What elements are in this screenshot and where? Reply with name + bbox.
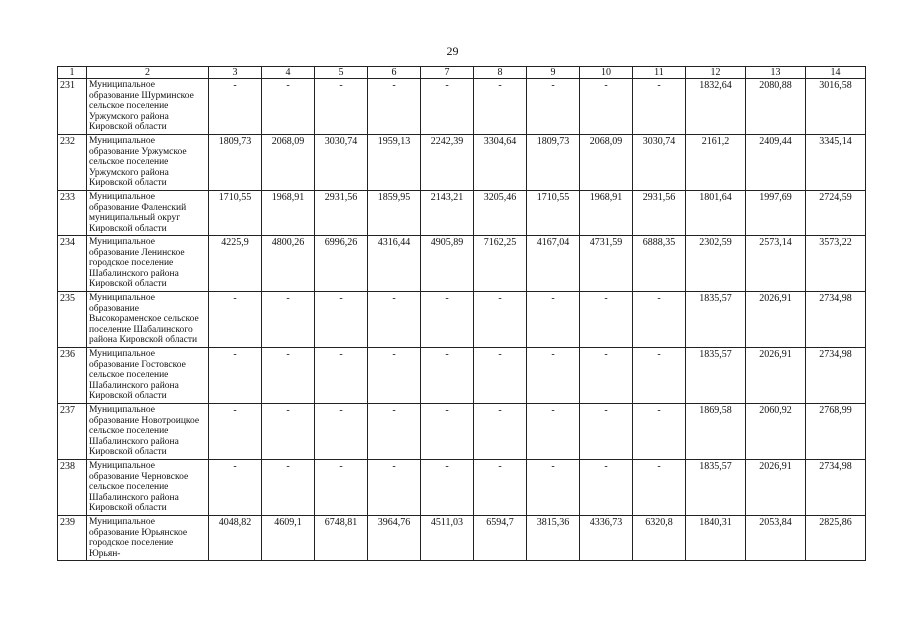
tariff-value-cell: 4731,59	[580, 236, 633, 292]
municipality-name-cell: Муниципальное образование Гостовское сельское поселение Шабалинского района Кировской области	[87, 348, 209, 404]
row-number-cell: 237	[58, 404, 87, 460]
column-header: 4	[262, 67, 315, 79]
column-header: 6	[368, 67, 421, 79]
column-header: 13	[746, 67, 806, 79]
tariff-value-cell: 4225,9	[209, 236, 262, 292]
tariff-value-cell: 4511,03	[421, 516, 474, 561]
row-number-cell: 234	[58, 236, 87, 292]
tariff-value-cell: 2734,98	[806, 460, 866, 516]
municipality-name-cell: Муниципальное образование Высокораменское сельское поселение Шабалинского района Кировской области	[87, 292, 209, 348]
tariff-value-cell: -	[474, 460, 527, 516]
tariff-value-cell: 2242,39	[421, 135, 474, 191]
tariff-value-cell: 3030,74	[633, 135, 686, 191]
tariff-value-cell: 1859,95	[368, 191, 421, 236]
tariff-value-cell: -	[262, 348, 315, 404]
tariff-value-cell: -	[315, 348, 368, 404]
column-header: 10	[580, 67, 633, 79]
tariff-value-cell: 1835,57	[686, 348, 746, 404]
tariff-value-cell: -	[262, 460, 315, 516]
column-header: 7	[421, 67, 474, 79]
tariff-value-cell: -	[633, 348, 686, 404]
municipality-name-cell: Муниципальное образование Новотроицкое сельское поселение Шабалинского района Кировской области	[87, 404, 209, 460]
tariff-value-cell: -	[527, 348, 580, 404]
tariff-value-cell: -	[527, 404, 580, 460]
tariff-value-cell: 2026,91	[746, 292, 806, 348]
tariff-value-cell: 6996,26	[315, 236, 368, 292]
tariff-value-cell: 1869,58	[686, 404, 746, 460]
tariff-value-cell: -	[633, 79, 686, 135]
tariff-value-cell: 2409,44	[746, 135, 806, 191]
tariff-value-cell: -	[262, 404, 315, 460]
tariff-value-cell: -	[209, 348, 262, 404]
tariff-value-cell: 4336,73	[580, 516, 633, 561]
table-row	[58, 135, 866, 191]
table-row	[58, 516, 866, 561]
tariff-value-cell: -	[368, 348, 421, 404]
row-number-cell: 235	[58, 292, 87, 348]
tariff-value-cell: 2053,84	[746, 516, 806, 561]
tariff-value-cell: 6594,7	[474, 516, 527, 561]
tariff-value-cell: 3815,36	[527, 516, 580, 561]
tariff-value-cell: 2825,86	[806, 516, 866, 561]
tariff-value-cell: 2573,14	[746, 236, 806, 292]
tariff-value-cell: -	[368, 292, 421, 348]
tariff-value-cell: -	[421, 404, 474, 460]
tariff-value-cell: -	[474, 292, 527, 348]
tariff-value-cell: 4905,89	[421, 236, 474, 292]
tariff-value-cell: -	[474, 348, 527, 404]
tariff-value-cell: -	[633, 292, 686, 348]
tariff-value-cell: -	[580, 348, 633, 404]
tariff-value-cell: 2143,21	[421, 191, 474, 236]
tariff-value-cell: 2302,59	[686, 236, 746, 292]
tariff-value-cell: 4609,1	[262, 516, 315, 561]
tariff-value-cell: 3205,46	[474, 191, 527, 236]
tariff-value-cell: 2026,91	[746, 460, 806, 516]
tariff-value-cell: 3304,64	[474, 135, 527, 191]
tariff-value-cell: 1835,57	[686, 460, 746, 516]
tariff-value-cell: 3964,76	[368, 516, 421, 561]
column-header: 14	[806, 67, 866, 79]
tariff-value-cell: 1959,13	[368, 135, 421, 191]
tariff-value-cell: -	[580, 404, 633, 460]
tariff-value-cell: 2060,92	[746, 404, 806, 460]
page-number: 29	[446, 44, 459, 58]
row-number-cell: 238	[58, 460, 87, 516]
tariff-value-cell: -	[421, 79, 474, 135]
table-row	[58, 404, 866, 460]
tariff-value-cell: 1835,57	[686, 292, 746, 348]
municipality-name-cell: Муниципальное образование Уржумское сельское поселение Уржумского района Кировской области	[87, 135, 209, 191]
municipality-name-cell: Муниципальное образование Ленинское городское поселение Шабалинского района Кировской области	[87, 236, 209, 292]
tariff-value-cell: -	[315, 404, 368, 460]
tariff-value-cell: 2068,09	[262, 135, 315, 191]
tariff-value-cell: -	[209, 404, 262, 460]
tariff-value-cell: 1997,69	[746, 191, 806, 236]
tariff-value-cell: -	[633, 460, 686, 516]
tariff-value-cell: -	[474, 79, 527, 135]
tariff-value-cell: -	[262, 79, 315, 135]
tariff-value-cell: -	[315, 292, 368, 348]
table-row	[58, 191, 866, 236]
tariff-value-cell: 2068,09	[580, 135, 633, 191]
tariff-value-cell: -	[527, 79, 580, 135]
tariff-value-cell: -	[580, 292, 633, 348]
header-row	[58, 67, 866, 79]
tariff-value-cell: 1809,73	[209, 135, 262, 191]
tariff-value-cell: -	[580, 460, 633, 516]
tariff-value-cell: 4316,44	[368, 236, 421, 292]
column-header: 12	[686, 67, 746, 79]
row-number-cell: 236	[58, 348, 87, 404]
tariff-value-cell: -	[527, 292, 580, 348]
tariff-value-cell: 3345,14	[806, 135, 866, 191]
tariff-value-cell: 2724,59	[806, 191, 866, 236]
tariff-value-cell: -	[633, 404, 686, 460]
table-row	[58, 236, 866, 292]
column-header: 1	[58, 67, 87, 79]
tariff-value-cell: -	[421, 460, 474, 516]
tariff-value-cell: 2080,88	[746, 79, 806, 135]
tariff-value-cell: 1809,73	[527, 135, 580, 191]
column-header: 9	[527, 67, 580, 79]
tariff-value-cell: 2768,99	[806, 404, 866, 460]
tariff-value-cell: -	[527, 460, 580, 516]
tariff-value-cell: -	[368, 460, 421, 516]
municipality-name-cell: Муниципальное образование Фаленский муниципальный округ Кировской области	[87, 191, 209, 236]
table-row	[58, 348, 866, 404]
column-header: 2	[87, 67, 209, 79]
municipality-name-cell: Муниципальное образование Черновское сельское поселение Шабалинского района Кировской области	[87, 460, 209, 516]
tariff-value-cell: 3573,22	[806, 236, 866, 292]
tariff-value-cell: -	[209, 79, 262, 135]
tariff-value-cell: -	[315, 460, 368, 516]
tariff-value-cell: 2734,98	[806, 348, 866, 404]
tariff-value-cell: 4167,04	[527, 236, 580, 292]
tariff-value-cell: 2931,56	[315, 191, 368, 236]
tariff-value-cell: 2734,98	[806, 292, 866, 348]
table-row	[58, 292, 866, 348]
row-number-cell: 233	[58, 191, 87, 236]
column-header: 8	[474, 67, 527, 79]
row-number-cell: 231	[58, 79, 87, 135]
tariff-value-cell: 1801,64	[686, 191, 746, 236]
tariff-value-cell: 2161,2	[686, 135, 746, 191]
tariff-value-cell: 1832,64	[686, 79, 746, 135]
municipality-name-cell: Муниципальное образование Юрьянское городское поселение Юрьян-	[87, 516, 209, 561]
table-body	[58, 79, 866, 561]
tariff-value-cell: -	[209, 292, 262, 348]
row-number-cell: 232	[58, 135, 87, 191]
tariff-value-cell: -	[368, 404, 421, 460]
tariff-value-cell: 7162,25	[474, 236, 527, 292]
tariff-value-cell: 4048,82	[209, 516, 262, 561]
tariff-table	[57, 66, 866, 561]
row-number-cell: 239	[58, 516, 87, 561]
tariff-value-cell: 1840,31	[686, 516, 746, 561]
tariff-value-cell: 1710,55	[209, 191, 262, 236]
tariff-value-cell: 1968,91	[262, 191, 315, 236]
tariff-value-cell: -	[209, 460, 262, 516]
table-row	[58, 79, 866, 135]
tariff-value-cell: 6888,35	[633, 236, 686, 292]
tariff-value-cell: 1968,91	[580, 191, 633, 236]
tariff-value-cell: -	[421, 292, 474, 348]
tariff-value-cell: 4800,26	[262, 236, 315, 292]
tariff-value-cell: -	[580, 79, 633, 135]
tariff-value-cell: -	[262, 292, 315, 348]
municipality-name-cell: Муниципальное образование Шурминское сельское поселение Уржумского района Кировской области	[87, 79, 209, 135]
column-header: 5	[315, 67, 368, 79]
table-row	[58, 460, 866, 516]
column-header: 11	[633, 67, 686, 79]
tariff-value-cell: -	[315, 79, 368, 135]
column-header: 3	[209, 67, 262, 79]
tariff-value-cell: 1710,55	[527, 191, 580, 236]
tariff-value-cell: -	[421, 348, 474, 404]
tariff-value-cell: 3030,74	[315, 135, 368, 191]
tariff-value-cell: -	[474, 404, 527, 460]
tariff-value-cell: 3016,58	[806, 79, 866, 135]
tariff-value-cell: -	[368, 79, 421, 135]
tariff-value-cell: 6320,8	[633, 516, 686, 561]
tariff-value-cell: 2931,56	[633, 191, 686, 236]
tariff-value-cell: 6748,81	[315, 516, 368, 561]
tariff-value-cell: 2026,91	[746, 348, 806, 404]
